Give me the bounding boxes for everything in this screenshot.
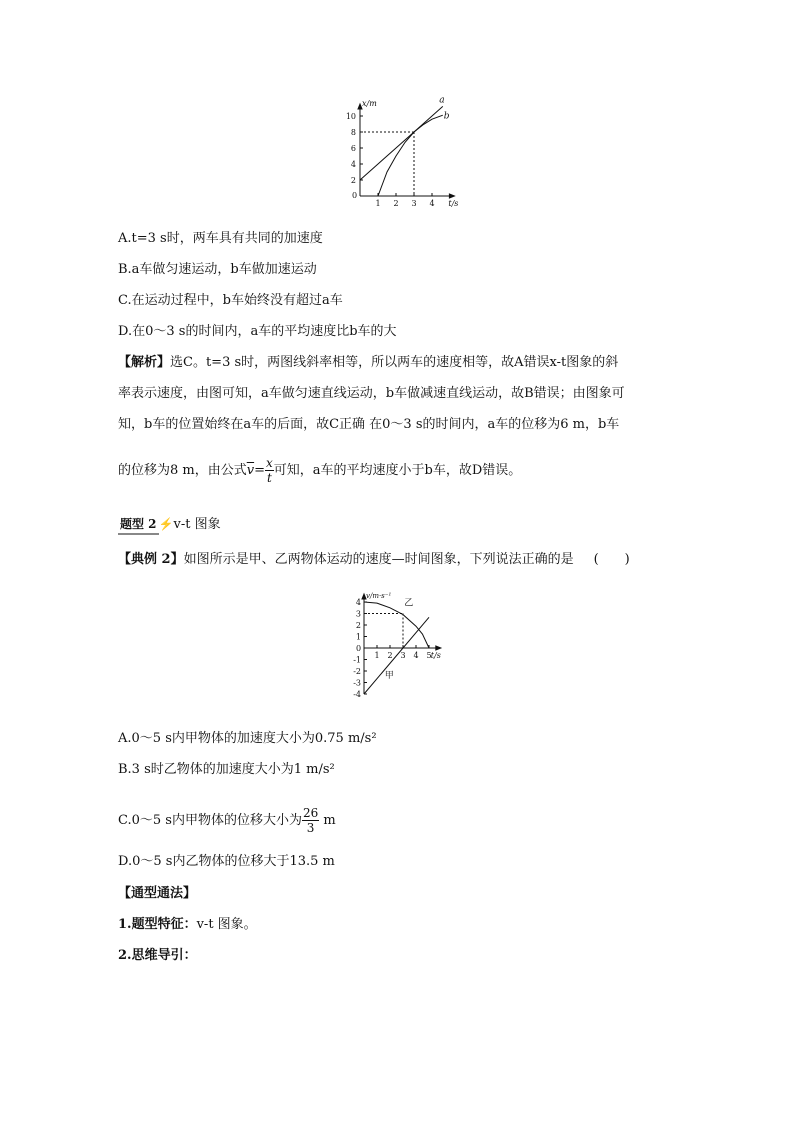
bolt-icon: ⚡ bbox=[158, 517, 174, 531]
example-2 bbox=[118, 551, 630, 569]
x-tick-label: 3 bbox=[400, 651, 406, 660]
x-tick-label: 1 bbox=[374, 651, 380, 660]
x-t-graph bbox=[330, 96, 470, 208]
x-axis-label: t/s bbox=[430, 651, 441, 660]
example-2-text: 如图所示是甲、乙两物体运动的速度—时间图象，下列说法正确的是 bbox=[183, 552, 574, 567]
q1-option-d: D.在0～3 s的时间内，a车的平均速度比b车的大 bbox=[118, 324, 397, 339]
q1-option-a: A.t=3 s时，两车具有共同的加速度 bbox=[118, 231, 323, 246]
series-yi-label: 乙 bbox=[404, 598, 414, 609]
y-tick-label: -3 bbox=[353, 678, 361, 688]
analysis-line-1 bbox=[118, 354, 618, 372]
x-axis-arrow bbox=[449, 194, 454, 198]
y-tick-label: 10 bbox=[345, 112, 356, 121]
y-tick-label: 4 bbox=[350, 160, 356, 169]
analysis-line-4 bbox=[118, 456, 521, 485]
q1-option-b: B.a车做匀速运动，b车做加速运动 bbox=[118, 262, 317, 277]
x-tick-label: 4 bbox=[413, 651, 419, 660]
x-tick-label: 3 bbox=[411, 199, 417, 208]
formula-fraction bbox=[265, 456, 274, 485]
q2-option-c-unit: m bbox=[319, 813, 336, 828]
y-tick-label: -1 bbox=[353, 655, 361, 665]
v-t-graph bbox=[338, 586, 462, 702]
series-yi-line bbox=[364, 602, 429, 648]
analysis-line-2: 率表示速度，由图可知，a车做匀速直线运动，b车做减速直线运动，故B错误；由图象可 bbox=[118, 386, 625, 401]
x-tick-label: 1 bbox=[375, 199, 381, 208]
q2-fraction bbox=[302, 806, 319, 835]
method-item-1-text: v-t 图象。 bbox=[196, 917, 257, 932]
y-tick-label: 2 bbox=[355, 621, 361, 630]
example-2-tag: 【典例 2】 bbox=[118, 552, 184, 567]
analysis-tag: 【解析】 bbox=[118, 355, 171, 370]
analysis-text-4b: 可知，a车的平均速度小于b车，故D错误。 bbox=[273, 463, 522, 478]
y-axis-label: v/m·s⁻¹ bbox=[366, 592, 392, 600]
series-b-label: b bbox=[443, 111, 450, 122]
section-2-title: v-t 图象 bbox=[173, 517, 221, 532]
y-axis-label: x/m bbox=[362, 99, 377, 108]
q2-option-a: A.0～5 s内甲物体的加速度大小为0.75 m/s² bbox=[118, 731, 377, 746]
origin-label: 0 bbox=[352, 191, 358, 200]
origin-label: 0 bbox=[356, 644, 362, 653]
method-item-2: 2.思维导引： bbox=[118, 948, 197, 963]
y-tick-label: -4 bbox=[353, 690, 361, 699]
q2-fraction-num: 26 bbox=[302, 806, 319, 820]
y-tick-label: -2 bbox=[353, 667, 361, 676]
series-a-line bbox=[360, 106, 443, 180]
x-axis-arrow bbox=[436, 646, 441, 650]
analysis-text-1: 选C。t=3 s时，两图线斜率相等，所以两车的速度相等，故A错误x-t图象的斜 bbox=[170, 355, 619, 370]
section-2-label: 题型 2 bbox=[118, 515, 159, 535]
x-tick-label: 2 bbox=[387, 651, 393, 660]
y-tick-label: 4 bbox=[355, 598, 361, 607]
y-tick-label: 1 bbox=[355, 632, 361, 642]
series-a-label: a bbox=[439, 96, 445, 106]
method-item-1-label: 1.题型特征： bbox=[118, 917, 197, 932]
x-tick-label: 2 bbox=[393, 199, 399, 208]
formula-eq: = bbox=[254, 463, 265, 478]
q1-option-c: C.在运动过程中，b车始终没有超过a车 bbox=[118, 293, 343, 308]
series-jia-label: 甲 bbox=[384, 670, 394, 681]
formula-v: $\overline{v}$ bbox=[246, 463, 255, 478]
answer-paren: ( ) bbox=[593, 552, 630, 567]
method-item-1 bbox=[118, 916, 257, 934]
analysis-text-4a: 的位移为8 m，由公式 bbox=[118, 463, 247, 478]
formula-den: t bbox=[266, 471, 272, 485]
section-2-heading bbox=[118, 515, 221, 535]
y-tick-label: 6 bbox=[350, 144, 356, 153]
q2-fraction-den: 3 bbox=[306, 821, 315, 835]
y-tick-label: 8 bbox=[350, 128, 356, 137]
x-axis-label: t/s bbox=[448, 199, 459, 208]
q2-option-d: D.0～5 s内乙物体的位移大于13.5 m bbox=[118, 854, 335, 869]
q2-option-b: B.3 s时乙物体的加速度大小为1 m/s² bbox=[118, 762, 335, 777]
q2-option-c-text: C.0～5 s内甲物体的位移大小为 bbox=[118, 813, 302, 828]
x-tick-label: 4 bbox=[429, 199, 435, 208]
q2-option-c bbox=[118, 806, 336, 835]
formula-num: x bbox=[266, 456, 273, 470]
method-heading: 【通型通法】 bbox=[118, 886, 197, 901]
x-tick-label: 5 bbox=[426, 651, 432, 660]
y-tick-label: 3 bbox=[355, 609, 361, 619]
y-tick-label: 2 bbox=[350, 176, 356, 185]
analysis-line-3: 知，b车的位置始终在a车的后面，故C正确 在0～3 s的时间内，a车的位移为6 m，b车 bbox=[118, 417, 620, 432]
